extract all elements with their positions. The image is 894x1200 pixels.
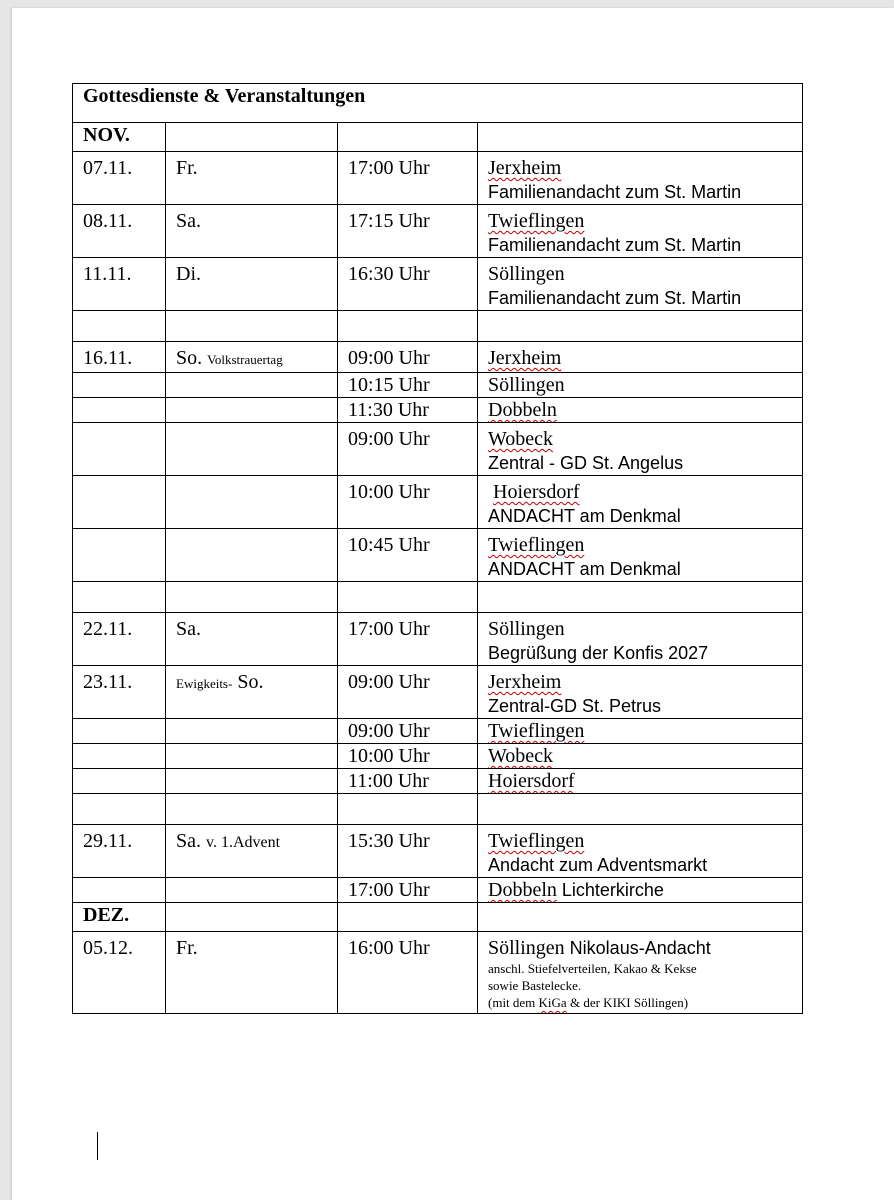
date-cell: 07.11. xyxy=(73,152,166,205)
place-cell xyxy=(478,258,803,311)
spacer-row xyxy=(73,794,803,825)
place-name: Jerxheim xyxy=(488,347,562,369)
table-row xyxy=(73,613,803,666)
event-note: Zentral-GD St. Petrus xyxy=(488,696,662,716)
time-cell: 11:00 Uhr xyxy=(338,769,478,794)
place-cell xyxy=(478,769,803,794)
place-cell xyxy=(478,152,803,205)
event-note: Nikolaus-Andacht xyxy=(569,938,711,958)
date-cell: 22.11. xyxy=(73,613,166,666)
time-cell: 16:00 Uhr xyxy=(338,932,478,1014)
place-cell xyxy=(478,719,803,744)
table-row xyxy=(73,769,803,794)
place-cell xyxy=(478,613,803,666)
table-row xyxy=(73,373,803,398)
time-cell: 10:15 Uhr xyxy=(338,373,478,398)
day-cell: Sa. xyxy=(166,613,338,666)
table-row xyxy=(73,529,803,582)
place-name: Hoiersdorf xyxy=(488,770,575,792)
table-row xyxy=(73,423,803,476)
place-cell xyxy=(478,373,803,398)
spacer-row xyxy=(73,582,803,613)
time-cell: 09:00 Uhr xyxy=(338,666,478,719)
place-name: Söllingen xyxy=(488,618,565,640)
place-name: Jerxheim xyxy=(488,157,562,179)
time-cell: 17:00 Uhr xyxy=(338,152,478,205)
day-cell: Fr. xyxy=(166,152,338,205)
table-row xyxy=(73,878,803,903)
place-name: Dobbeln xyxy=(488,399,557,421)
place-name: Twieflingen xyxy=(488,830,585,852)
place-cell xyxy=(478,342,803,373)
event-note: Lichterkirche xyxy=(561,880,664,900)
event-note: ANDACHT am Denkmal xyxy=(488,559,681,579)
date-cell: 08.11. xyxy=(73,205,166,258)
date-cell: 05.12. xyxy=(73,932,166,1014)
place-name: Söllingen xyxy=(488,937,565,959)
day-note: v. 1.Advent xyxy=(206,834,281,851)
event-note: Familienandacht zum St. Martin xyxy=(488,182,742,202)
date-cell: 23.11. xyxy=(73,666,166,719)
day-cell: Sa. v. 1.Advent xyxy=(166,825,338,878)
place-cell xyxy=(478,666,803,719)
table-row xyxy=(73,744,803,769)
time-cell: 10:00 Uhr xyxy=(338,744,478,769)
place-name: Twieflingen xyxy=(488,534,585,556)
place-name: Wobeck xyxy=(488,428,554,450)
date-cell: 11.11. xyxy=(73,258,166,311)
event-detail: (mit dem KiGa & der KIKI Söllingen) xyxy=(488,995,689,1010)
document-page xyxy=(12,8,894,1200)
month-row xyxy=(73,123,803,152)
title-row xyxy=(73,84,803,123)
day-cell: So. Volkstrauertag xyxy=(166,342,338,373)
place-name: Twieflingen xyxy=(488,720,585,742)
place-cell xyxy=(478,476,803,529)
date-cell: 29.11. xyxy=(73,825,166,878)
place-cell xyxy=(478,423,803,476)
place-cell xyxy=(478,744,803,769)
event-note: Begrüßung der Konfis 2027 xyxy=(488,643,709,663)
place-cell xyxy=(478,825,803,878)
table-row xyxy=(73,719,803,744)
time-cell: 11:30 Uhr xyxy=(338,398,478,423)
table-row xyxy=(73,666,803,719)
place-cell xyxy=(478,878,803,903)
date-cell: 16.11. xyxy=(73,342,166,373)
place-cell xyxy=(478,932,803,1014)
table-row xyxy=(73,476,803,529)
day-cell: Ewigkeits- So. xyxy=(166,666,338,719)
month-row xyxy=(73,903,803,932)
place-name: Twieflingen xyxy=(488,210,585,232)
table-row xyxy=(73,205,803,258)
event-note: Andacht zum Adventsmarkt xyxy=(488,855,708,875)
place-name: Dobbeln xyxy=(488,879,557,901)
day-cell: Sa. xyxy=(166,205,338,258)
table-row xyxy=(73,398,803,423)
event-detail: anschl. Stiefelverteilen, Kakao & Kekse xyxy=(488,961,697,976)
place-cell xyxy=(478,398,803,423)
place-name: Wobeck xyxy=(488,745,554,767)
time-cell: 09:00 Uhr xyxy=(338,719,478,744)
table-row xyxy=(73,825,803,878)
text-cursor xyxy=(97,1132,98,1160)
event-detail: sowie Bastelecke. xyxy=(488,978,582,993)
place-cell xyxy=(478,529,803,582)
time-cell: 17:00 Uhr xyxy=(338,613,478,666)
place-name: Hoiersdorf xyxy=(493,481,580,503)
time-cell: 17:00 Uhr xyxy=(338,878,478,903)
time-cell: 10:45 Uhr xyxy=(338,529,478,582)
time-cell: 15:30 Uhr xyxy=(338,825,478,878)
place-cell xyxy=(478,205,803,258)
time-cell: 09:00 Uhr xyxy=(338,423,478,476)
place-name: Söllingen xyxy=(488,263,565,285)
place-name: Söllingen xyxy=(488,374,565,396)
event-note: Familienandacht zum St. Martin xyxy=(488,235,742,255)
table-row xyxy=(73,932,803,1014)
month-label: NOV. xyxy=(73,123,166,152)
time-cell: 10:00 Uhr xyxy=(338,476,478,529)
schedule-table xyxy=(72,83,803,1014)
table-row xyxy=(73,152,803,205)
event-note: ANDACHT am Denkmal xyxy=(488,506,681,526)
event-note: Familienandacht zum St. Martin xyxy=(488,288,742,308)
month-label: DEZ. xyxy=(73,903,166,932)
time-cell: 09:00 Uhr xyxy=(338,342,478,373)
table-row xyxy=(73,342,803,373)
page-title: Gottesdienste & Veranstaltungen xyxy=(73,84,803,123)
day-note: Volkstrauertag xyxy=(207,352,283,367)
spacer-row xyxy=(73,311,803,342)
day-note: Ewigkeits- xyxy=(176,676,233,691)
time-cell: 16:30 Uhr xyxy=(338,258,478,311)
day-cell: Di. xyxy=(166,258,338,311)
day-cell: Fr. xyxy=(166,932,338,1014)
table-row xyxy=(73,258,803,311)
place-name: Jerxheim xyxy=(488,671,562,693)
time-cell: 17:15 Uhr xyxy=(338,205,478,258)
event-note: Zentral - GD St. Angelus xyxy=(488,453,684,473)
